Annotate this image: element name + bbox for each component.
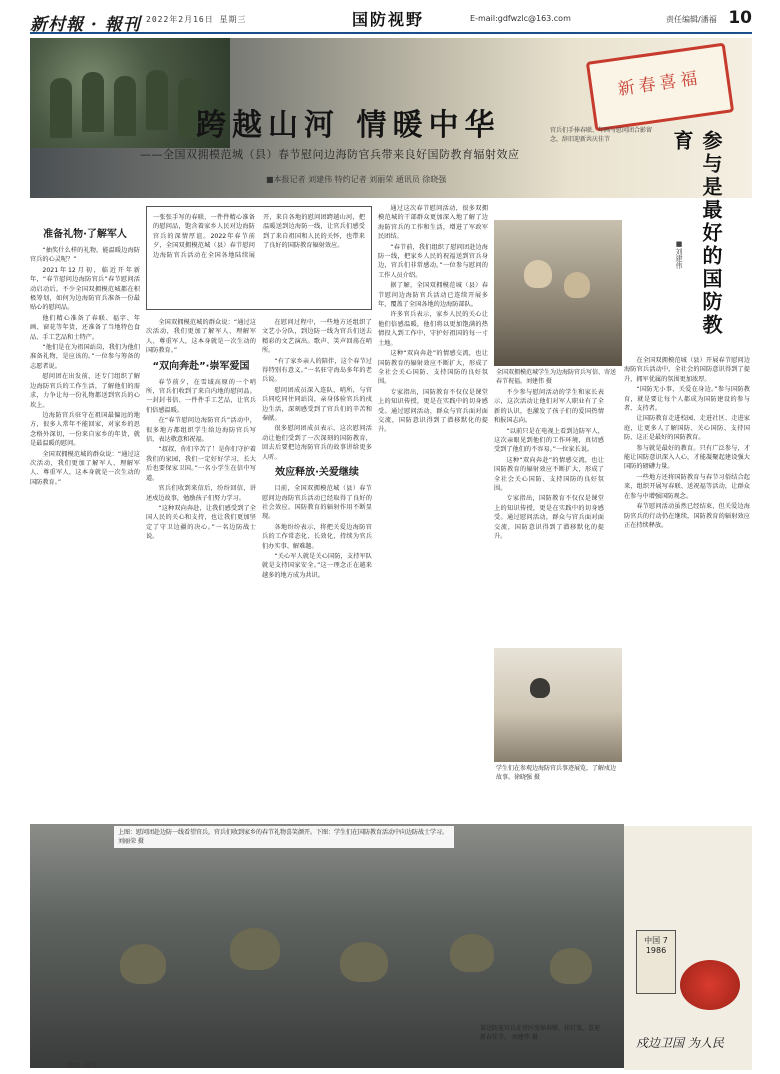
paragraph: 参与就是最好的教育。只有广泛参与，才能让国防意识深入人心，才能凝聚起建设强大国防的磅礴力量。	[624, 444, 750, 471]
paragraph: “他们是在为祖国站岗，我们为他们准备礼物，是应该的。”一位参与筹备的志愿者说。	[30, 344, 140, 370]
lead-paragraph-box	[146, 206, 372, 310]
paragraph: 全国双拥模范城的群众说：“通过这次活动，我们更加了解军人、理解军人、尊重军人，这本身就是一次生动的国防教育。”	[146, 319, 256, 355]
paragraph: “春节前，我们组织了慰问团赴边海防一线，把家乡人民的祝福送到官兵身边，官兵们非常感动。”一位参与慰问的工作人员介绍。	[378, 243, 488, 279]
paragraph: 在“春节慰问边海防官兵”活动中，很多地方都组织学生给边海防官兵写信，表达敬意和祝福。	[146, 417, 256, 444]
article-column-4	[378, 204, 488, 810]
paragraph: 这种“双向奔赴”的情感交流，也让国防教育的辐射效应不断扩大，形成了全社会关心国防、支持国防的良好氛围。	[494, 456, 604, 493]
paragraph: 不少参与慰问活动的学生和家长表示，这次活动让他们对军人职业有了全新的认识，也激发了孩子们的爱国热情和报国志向。	[494, 389, 604, 425]
paragraph: 边海防官兵驻守在祖国最偏远的地方，很多人常年不能回家，对家乡的思念格外深切，一份来自家乡的年货，就是最温暖的慰问。	[30, 411, 140, 448]
article-column-3	[262, 318, 372, 810]
paragraph: “国防无小事，关爱在身边。”参与国防教育，就是要让每个人都成为国防建设的参与者、支持者。	[624, 386, 750, 413]
fur-hat-soldier	[120, 944, 166, 984]
students-writing-photo	[494, 220, 622, 366]
soldier-figure	[50, 78, 72, 138]
paragraph: 让国防教育走进校园、走进社区、走进家庭，让更多人了解国防、关心国防、支持国防，这正是最好的国防教育。	[624, 415, 750, 442]
bottom-photo-caption: 上图：慰问团赴边防一线看望官兵，官兵们收到家乡的春节礼物喜笑颜开。下图：学生们在国防教育活动中向边防战士学习。刘丽荣 摄	[114, 826, 454, 848]
paragraph: 他们精心准备了春联、福字、年画、窗花等年货，还准备了当地特色食品、手工艺品和土特产。	[30, 314, 140, 341]
calligraphy-text: 戍边卫国 为人民	[636, 1036, 724, 1050]
main-headline: 跨越山河 情暖中华	[196, 108, 501, 143]
fur-hat-soldier	[550, 948, 592, 984]
spring-festival-card	[586, 43, 734, 132]
fur-hat-soldier	[230, 928, 280, 970]
paragraph: 各地纷纷表示，将把关爱边海防官兵的工作常态化、长效化，持续为官兵们办实事、解难题。	[262, 523, 372, 550]
editor-credit: 责任编辑/潘福	[666, 15, 717, 24]
paragraph: 一些地方还将国防教育与春节习俗结合起来，组织开展写春联、送祝福等活动，让群众在参与中增强国防观念。	[624, 473, 750, 500]
soldier-figure	[114, 76, 136, 136]
paragraph: 春节前夕，在雪域高原的一个哨所，官兵们收到了来自内地的慰问品。一封封书信、一件件手工艺品，让官兵们倍感温暖。	[146, 378, 256, 414]
commentary-author: ■刘建伟	[675, 240, 683, 269]
contact-email: E-mail:gdfwzlc@163.com	[470, 14, 571, 23]
side-commentary-headline	[668, 130, 758, 350]
card-text: 新春喜福	[616, 68, 703, 100]
person-figure	[530, 678, 550, 698]
paragraph: 在慰问过程中，一些地方还组织了文艺小分队，到边防一线为官兵们送去精彩的文艺演出。歌声、笑声回荡在哨所。	[262, 319, 372, 355]
fur-hat-soldier	[450, 934, 494, 972]
layout-credit: 制图：刘 延	[66, 1062, 98, 1069]
page-number: 10	[728, 8, 752, 28]
paragraph: 慰问团在出发前，还专门组织了解边海防官兵的工作生活，了解他们的需求，力争让每一份礼物都送到官兵的心坎上。	[30, 373, 140, 409]
person-figure	[564, 272, 590, 298]
paragraph: “这种双向奔赴，让我们感受到了全国人民的关心和支持，也让我们更加坚定了守卫边疆的决心。”一名边防战士说。	[146, 504, 256, 541]
fur-hat-soldier	[340, 942, 388, 982]
paragraph: 慰问团成员深入连队、哨所，与官兵同吃同住同站岗，亲身体验官兵的戍边生活，深刻感受到了官兵们的辛苦和奉献。	[262, 386, 372, 423]
paragraph: 许多官兵表示，家乡人民的关心让他们倍感温暖，他们将以更加饱满的热情投入到工作中，守护好祖国的每一寸土地。	[378, 311, 488, 347]
paragraph: 目前，全国双拥模范城（县）春节慰问边海防官兵活动已经取得了良好的社会效应，国防教育的辐射作用不断显现。	[262, 485, 372, 521]
article-column-2	[146, 318, 256, 810]
soldier-figure	[82, 72, 104, 132]
lion-dance-head	[680, 960, 740, 1010]
paragraph: 在全国双拥模范城（县）开展春节慰问边海防官兵活动中，全社会的国防意识得到了提升，拥军优属的氛围更加浓厚。	[624, 357, 750, 383]
byline: ■本报记者 刘建伟 特约记者 刘丽荣 通讯员 徐晓强	[266, 175, 447, 184]
section-title: 国防视野	[352, 10, 425, 29]
article-column-5	[494, 388, 604, 644]
soldier-figure	[146, 70, 168, 130]
photo-caption: 某边防连官兵在营区张贴春联、挂灯笼，喜迎新春佳节。 刘建伟 摄	[480, 1025, 601, 1041]
paragraph: “有了家乡亲人的陪伴，这个春节过得特别有意义。”一名驻守海岛多年的老兵说。	[262, 357, 372, 384]
paragraph: 春节慰问活动虽然已经结束，但关爱边海防官兵的行动仍在继续，国防教育的辐射效应正在持续释放。	[624, 503, 750, 529]
paragraph: 官兵们收到来信后，纷纷回信，讲述戍边故事，勉励孩子们努力学习。	[146, 485, 256, 502]
paragraph: “抽奖什么样的礼物，能温暖边海防官兵的心灵呢？”	[30, 247, 140, 264]
paragraph: 2021年12月初，临近开年新年，“春节慰问边海防官兵”春节慰问活动启动后，不少全国双拥模范城都在积极筹划，如何为边海防官兵准备一份最贴心的慰问品。	[30, 266, 140, 312]
paragraph: 专家指出，国防教育不仅仅是课堂上的知识传授，更是在实践中的切身感受。通过慰问活动，群众与官兵面对面交流，国防意识得到了潜移默化的提升。	[494, 495, 604, 541]
vertical-headline: 参与是最好的国防教育	[670, 130, 723, 337]
photo-caption: 全国双拥模范城学生为边海防官兵写信、寄送春节祝福。刘建伟 摄	[496, 369, 617, 385]
paragraph: “关心军人就是关心国防，支持军队就是支持国家安全。”这一理念正在越来越多的地方成为共识。	[262, 552, 372, 579]
paragraph: “叔叔，你们辛苦了！是你们守护着我们的家园，我们一定好好学习，长大后也要保家卫国。”一名小学生在信中写道。	[146, 446, 256, 482]
article-column-1	[30, 224, 140, 804]
masthead	[30, 8, 752, 34]
exhibition-visit-photo	[494, 648, 622, 762]
paragraph: 通过这次春节慰问活动，很多双拥模范城的干部群众更加深入地了解了边海防官兵的工作和生活，增进了军政军民团结。	[378, 205, 488, 241]
paragraph: “以前只是在电视上看到边防军人，这次亲眼见到他们的工作环境，真切感受到了他们的不容易。”一位家长说。	[494, 427, 604, 454]
section-heading: 准备礼物·了解军人	[43, 229, 127, 240]
paragraph: 专家指出，国防教育不仅仅是课堂上的知识传授，更是在实践中的切身感受。通过慰问活动，群众与官兵面对面交流，国防意识得到了潜移默化的提升。	[378, 388, 488, 434]
sub-headline: ——全国双拥模范城（县）春节慰问边海防官兵带来良好国防教育辐射效应	[140, 148, 520, 161]
newspaper-logo: 新村報 · 報刊	[30, 15, 141, 35]
paragraph: 全国双拥模范城的群众说：“通过这次活动，我们更加了解军人、理解军人、尊重军人，这本身就是一次生动的国防教育。”	[30, 450, 140, 486]
lead-paragraph: 一张张手写的春联、一件件精心准备的慰问品，饱含着家乡人民对边海防官兵的深情厚谊。2022年春节前夕，全国双拥模范城（县）春节慰问边海防官兵活动在全国各地陆续展开，来自各地的慰问团跨越山河，把温暖送到边海防一线，让官兵们感受到了来自祖国和人民的关怀，也带来了良好的国防教育辐射效应。	[153, 214, 365, 259]
unit-plaque: 中国 7 1986	[636, 930, 676, 994]
paragraph: 这种“双向奔赴”的情感交流，也让国防教育的辐射效应不断扩大，形成了全社会关心国防、支持国防的良好氛围。	[378, 350, 488, 386]
commentary-column	[624, 356, 750, 826]
section-heading: “双向奔赴”·崇军爱国	[152, 360, 250, 372]
photo-caption: 学生们在参观边海防官兵事迹展览，了解戍边故事。徐晓强 摄	[496, 765, 617, 781]
person-figure	[524, 260, 552, 288]
banner-caption: 官兵们手捧春联、年画与慰问团合影留念，辞旧迎新共庆佳节	[550, 127, 653, 143]
paragraph: 据了解，全国双拥模范城（县）春节慰问边海防官兵活动已连续开展多年，覆盖了全国各地的边海防部队。	[378, 282, 488, 309]
issue-date: 2022年2月16日 星期三	[146, 15, 247, 24]
section-heading: 效应释放·关爱继续	[275, 467, 359, 479]
paragraph: 很多慰问团成员表示，这次慰问活动让他们受到了一次深刻的国防教育，回去后要把边海防官兵的故事讲给更多人听。	[262, 425, 372, 461]
